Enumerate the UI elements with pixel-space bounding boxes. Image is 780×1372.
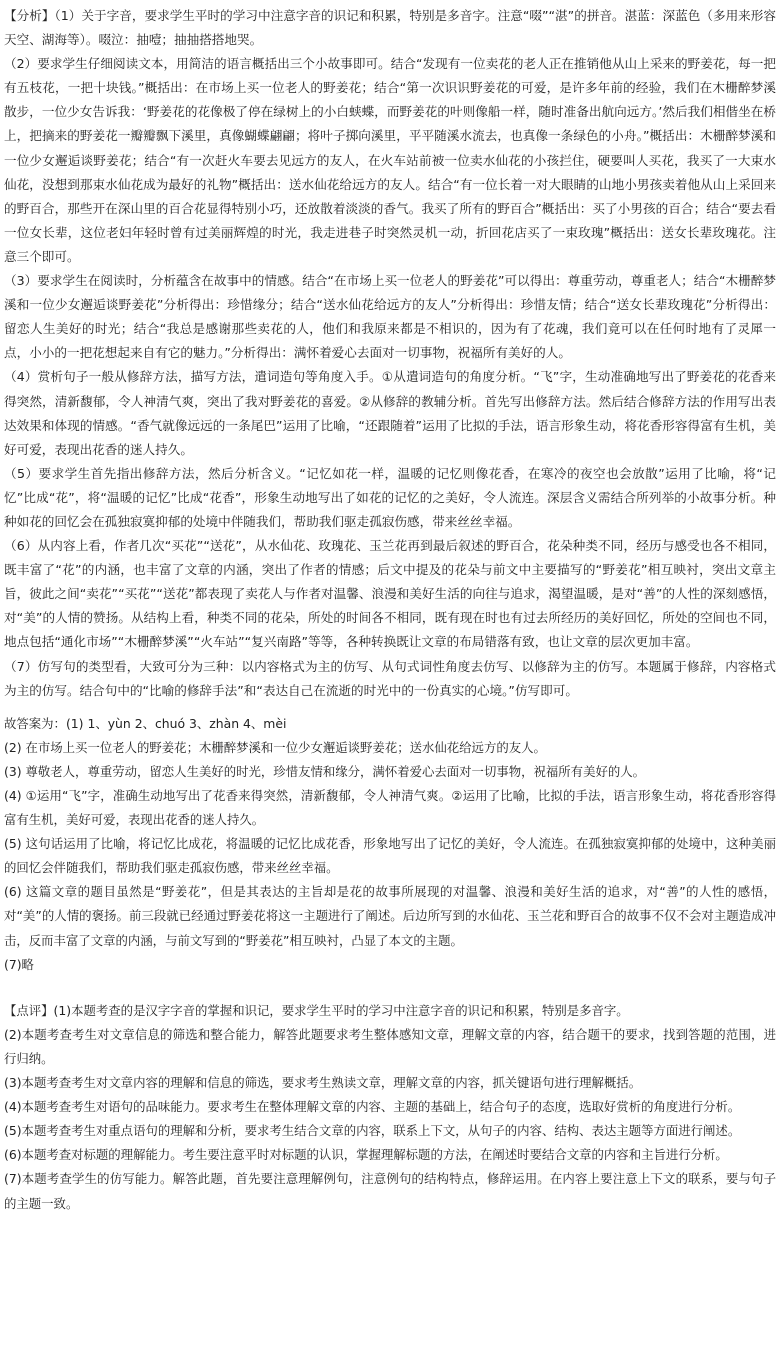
comment-part-4: (4)本题考查考生对语句的品味能力。要求考生在整体理解文章的内容、主题的基础上，结合句子的态度，选取好赏析的角度进行分析。 <box>4 1099 741 1115</box>
analysis-section <box>4 4 776 703</box>
comment-part-3: (3)本题考查考生对文章内容的理解和信息的筛选，要求考生熟读文章，理解文章的内容，抓关键语句进行理解概括。 <box>4 1075 642 1091</box>
answer-part-1: 故答案为：(1) 1、yùn 2、chuó 3、zhàn 4、mèi <box>4 715 287 731</box>
analysis-part-2: （2）要求学生仔细阅读文本，用简洁的语言概括出三个小故事即可。结合“发现有一位卖花的老人正在推销他从山上采来的野姜花，每一把有五枝花，一把十块钱。”概括出：在市场上买一位老人的野姜花；结合“第一次识识野姜花的可爱，是许多年前的经验，我们在木栅醉梦溪散步，一位少女告诉我：‘野姜花的花像极了停在绿树上的小白蛱蝶，而野姜花的叶则像船一样，随时准备出航向远方。’然后我们相偕坐在桥上，把摘来的野姜花一瓣瓣飘下溪里，真像蝴蝶翩翩；将叶子掷向溪里，平平随溪水流去，也真像一条绿色的小舟。”概括出：木栅醉梦溪和一位少女邂逅谈野姜花；结合“有一次赶火车要去见远方的友人，在火车站前被一位卖水仙花的小孩拦住，硬要叫人买花，我买了一大束水仙花，没想到那束水仙花成为最好的礼物”概括出：送水仙花给远方的友人。结合“有一位长着一对大眼睛的山地小男孩卖着他从山上采回来的野百合，那些开在深山里的百合花显得特别小巧，还放散着淡淡的香气。我买了所有的野百合”概括出：买了小男孩的百合；结合“要去看一位女长辈，这位老妇年轻时曾有过美丽辉煌的时光，我走进巷子时突然灵机一动，折回花店买了一束玫瑰”概括出：送女长辈玫瑰花。注意三个即可。 <box>4 56 776 264</box>
answer-part-4: (4) ①运用“飞”字，准确生动地写出了花香来得突然，清新馥郁，令人神清气爽。②运用了比喻，比拟的手法，语言形象生动，将花香形容得富有生机，美好可爱，表现出花香的迷人持久。 <box>4 788 776 828</box>
answer-part-5: (5) 这句话运用了比喻，将记忆比成花，将温暖的记忆比成花香，形象地写出了记忆的美好，令人流连。在孤独寂寞抑郁的处境中，这种美丽的回忆会伴随我们，帮助我们驱走孤寂伤感，带来丝丝幸福。 <box>4 836 776 876</box>
section-spacer <box>4 977 776 999</box>
analysis-part-3: （3）要求学生在阅读时，分析蕴含在故事中的情感。结合“在市场上买一位老人的野姜花”可以得出：尊重劳动，尊重老人；结合“木栅醉梦溪和一位少女邂逅谈野姜花”分析得出：珍惜缘分；结合“送水仙花给远方的友人”分析得出：珍惜友情；结合“送女长辈玫瑰花”分析得出：留恋人生美好的时光；结合“我总是感谢那些卖花的人，他们和我原来都是不相识的，因为有了花魂，我们竟可以在任何时地有了灵犀一点，小小的一把花想起来自有它的魅力。”分析得出：满怀着爱心去面对一切事物，祝福所有美好的人。 <box>4 273 776 361</box>
answer-part-3: (3) 尊敬老人，尊重劳动，留恋人生美好的时光，珍惜友情和缘分，满怀着爱心去面对一切事物，祝福所有美好的人。 <box>4 763 646 779</box>
comment-part-5: (5)本题考查考生对重点语句的理解和分析，要求考生结合文章的内容，联系上下文，从句子的内容、结构、表达主题等方面进行阐述。 <box>4 1123 741 1139</box>
comment-part-7: (7)本题考查学生的仿写能力。解答此题，首先要注意理解例句，注意例句的结构特点，修辞运用。在内容上要注意上下文的联系，要与句子的主题一致。 <box>4 1171 776 1211</box>
answer-part-7: (7)略 <box>4 956 34 972</box>
comment-part-6: (6)本题考查对标题的理解能力。考生要注意平时对标题的认识，掌握理解标题的方法，在阐述时要结合文章的内容和主旨进行分析。 <box>4 1147 728 1163</box>
analysis-part-5: （5）要求学生首先指出修辞方法，然后分析含义。“记忆如花一样，温暖的记忆则像花香，在寒冷的夜空也会放散”运用了比喻，将“记忆”比成“花”，将“温暖的记忆”比成“花香”，形象生动地写出了如花的记忆的之美好，令人流连。深层含义需结合所列举的小故事分析。种种如花的回忆会在孤独寂寞抑郁的处境中伴随我们，帮助我们驱走孤寂伤感，带来丝丝幸福。 <box>4 465 776 529</box>
answer-section <box>4 712 776 977</box>
section-spacer <box>4 703 776 712</box>
comment-section <box>4 999 776 1216</box>
comment-part-1: 【点评】(1)本题考查的是汉字字音的掌握和识记，要求学生平时的学习中注意字音的识记和积累，特别是多音字。 <box>4 1002 629 1018</box>
answer-part-6: (6) 这篇文章的题目虽然是“野姜花”，但是其表达的主旨却是花的故事所展现的对温馨、浪漫和美好生活的追求，对“善”的人性的感悟，对“美”的人情的褒扬。前三段就已经通过野姜花将这一主题进行了阐述。后边所写到的水仙花、玉兰花和野百合的故事不仅不会对主题造成冲击，反而丰富了文章的内涵，与前文写到的“野姜花”相互映衬，凸显了本文的主题。 <box>4 884 776 948</box>
analysis-part-4: （4）赏析句子一般从修辞方法，描写方法，遣词造句等角度入手。①从遣词造句的角度分析。“飞”字，生动准确地写出了野姜花的花香来得突然，清新馥郁，令人神清气爽，突出了我对野姜花的喜爱。②从修辞的教辅分析。首先写出修辞方法。然后结合修辞方法的作用写出表达效果和体现的情感。“香气就像远远的一条尾巴”运用了比喻，“还跟随着”运用了比拟的手法，语言形象生动，将花香形容得富有生机，美好可爱，表现出花香的迷人持久。 <box>4 369 776 457</box>
analysis-part-7: （7）仿写句的类型看，大致可分为三种：以内容格式为主的仿写、从句式词性角度去仿写、以修辞为主的仿写。本题属于修辞，内容格式为主的仿写。结合句中的“比喻的修辞手法”和“表达自己在流逝的时光中的一份真实的心境。”仿写即可。 <box>4 658 776 698</box>
comment-part-2: (2)本题考查考生对文章信息的筛选和整合能力，解答此题要求考生整体感知文章，理解文章的内容，结合题干的要求，找到答题的范围，进行归纳。 <box>4 1026 776 1066</box>
analysis-part-6: （6）从内容上看，作者几次“买花”“送花”，从水仙花、玫瑰花、玉兰花再到最后叙述的野百合，花朵种类不同，经历与感受也各不相同，既丰富了“花”的内涵，也丰富了文章的内涵，突出了作者的情感；后文中提及的花朵与前文中主要描写的“野姜花”相互映衬，突出文章主旨，彼此之间“卖花”“买花”“送花”都表现了卖花人与作者对温馨、浪漫和美好生活的向往与追求，渴望温暖，是对“善”的人性的深刻感悟，对“美”的人情的赞扬。从结构上看，种类不同的花朵，所处的时间各不相同，既有现在时也有过去所经历的美好回忆，所处的空间也不同，地点包括“通化市场”“木栅醉梦溪”“火车站”“复兴南路”等等，各种转换既让文章的布局错落有致，也让文章的层次更加丰富。 <box>4 538 776 650</box>
analysis-part-1: 【分析】（1）关于字音，要求学生平时的学习中注意字音的识记和积累，特别是多音字。注意“啜”“湛”的拼音。湛蓝：深蓝色（多用来形容天空、湖海等）。啜泣：抽噎；抽抽搭搭地哭。 <box>4 8 776 48</box>
answer-part-2: (2) 在市场上买一位老人的野姜花；木栅醉梦溪和一位少女邂逅谈野姜花；送水仙花给远方的友人。 <box>4 739 546 755</box>
